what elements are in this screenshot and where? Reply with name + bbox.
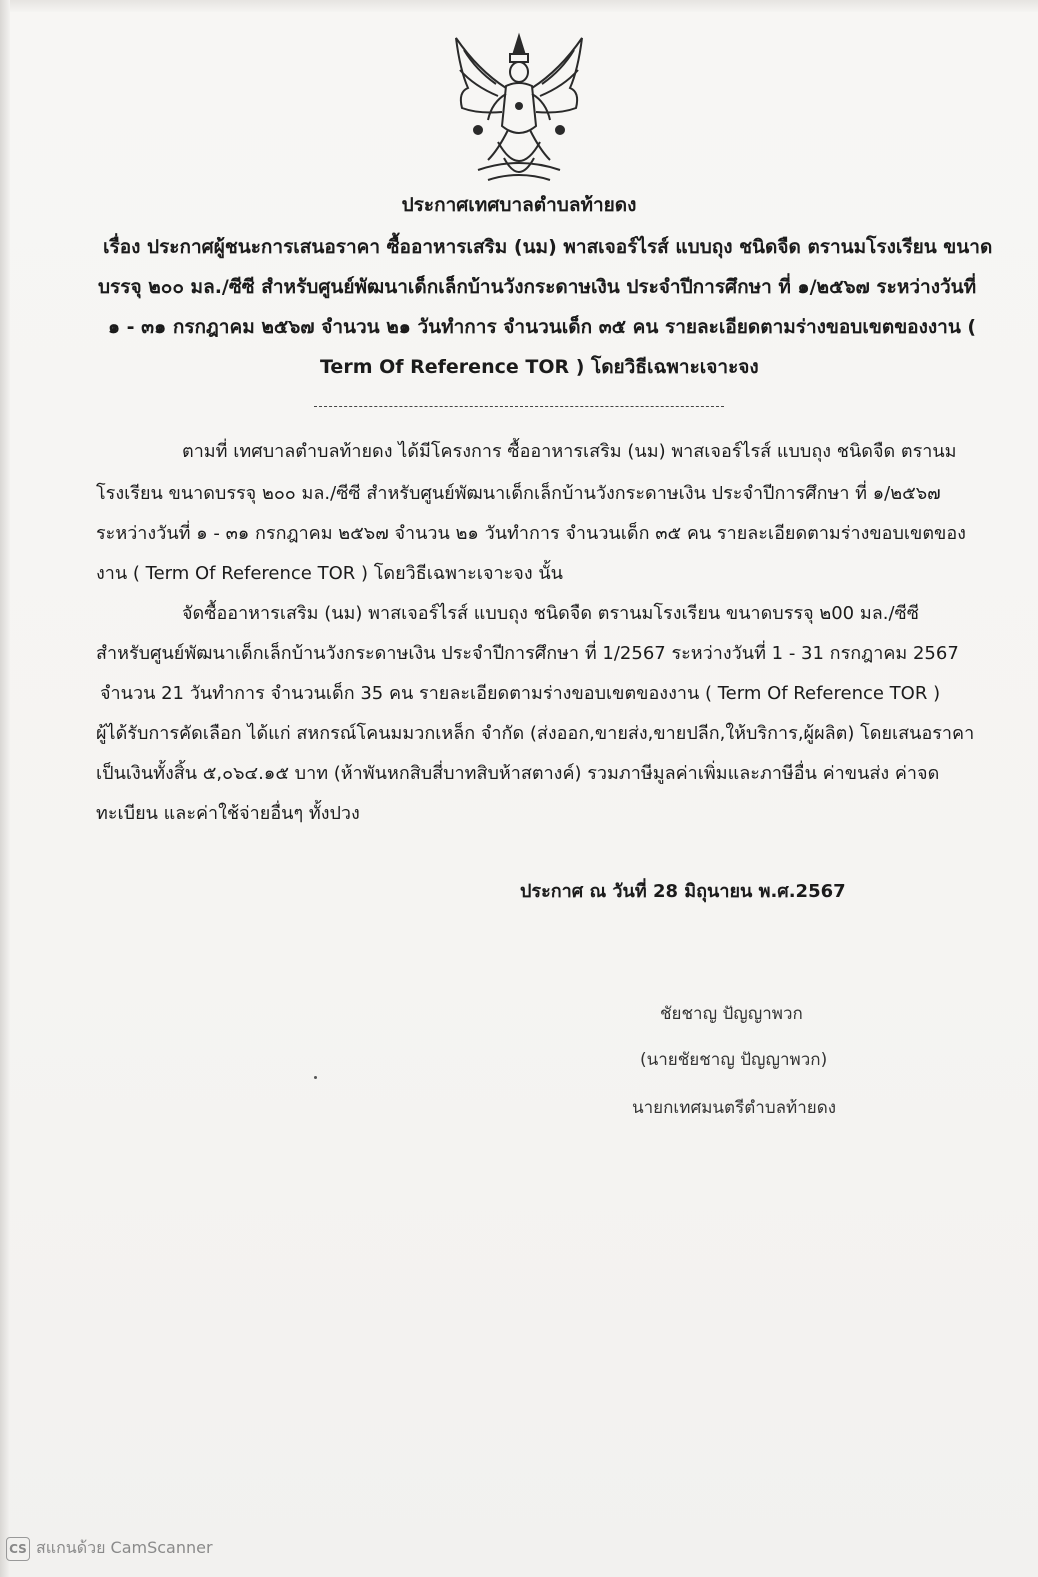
- signature-signed-name: ชัยชาญ ปัญญาพวก: [660, 1004, 803, 1024]
- separator-line: [314, 406, 724, 407]
- garuda-emblem: [448, 30, 590, 190]
- paragraph1-line-3: ระหว่างวันที่ ๑ - ๓๑ กรกฎาคม ๒๕๖๗ จำนวน ๒๑ วันทำการ จำนวนเด็ก ๓๕ คน รายละเอียดตามร่างขอบเขตของ: [96, 523, 966, 544]
- signature-printed-name: (นายชัยชาญ ปัญญาพวก): [640, 1050, 828, 1070]
- paragraph2-line-3: จำนวน 21 วันทำการ จำนวนเด็ก 35 คน รายละเอียดตามร่างขอบเขตของงาน ( Term Of Reference TOR ): [100, 683, 941, 704]
- camscanner-text: สแกนด้วย CamScanner: [36, 1538, 213, 1557]
- camscanner-logo-icon: CS: [6, 1537, 30, 1561]
- signature-position: นายกเทศมนตรีตำบลท้ายดง: [632, 1098, 837, 1118]
- paragraph2-line-5: เป็นเงินทั้งสิ้น ๕,๐๖๔.๑๕ บาท (ห้าพันหกสิบสี่บาทสิบห้าสตางค์) รวมภาษีมูลค่าเพิ่มและภาษีอื่น ค่าขนส่ง ค่าจด: [96, 763, 940, 784]
- subject-line-4: Term Of Reference TOR ) โดยวิธีเฉพาะเจาะจง: [320, 356, 759, 378]
- paragraph2-line-4: ผู้ได้รับการคัดเลือก ได้แก่ สหกรณ์โคนมมวกเหล็ก จำกัด (ส่งออก,ขายส่ง,ขายปลีก,ให้บริการ,ผู้ผลิต) โดยเสนอราคา: [96, 723, 975, 744]
- paragraph2-line-2: สำหรับศูนย์พัฒนาเด็กเล็กบ้านวังกระดาษเงิน ประจำปีการศึกษา ที่ 1/2567 ระหว่างวันที่ 1 - 31 กรกฎาคม 2567: [96, 643, 959, 664]
- announce-date: ประกาศ ณ วันที่ 28 มิถุนายน พ.ศ.2567: [520, 881, 846, 902]
- scan-edge-shadow: [0, 0, 10, 1577]
- scan-speck: [314, 1076, 317, 1079]
- paragraph1-line-1: ตามที่ เทศบาลตำบลท้ายดง ได้มีโครงการ ซื้ออาหารเสริม (นม) พาสเจอร์ไรส์ แบบถุง ชนิดจืด ตรานม: [182, 441, 957, 462]
- scan-top-shadow: [0, 0, 1038, 12]
- paragraph1-line-2: โรงเรียน ขนาดบรรจุ ๒๐๐ มล./ซีซี สำหรับศูนย์พัฒนาเด็กเล็กบ้านวังกระดาษเงิน ประจำปีการศึกษา ที่ ๑/๒๕๖๗: [96, 483, 941, 504]
- subject-line-1: เรื่อง ประกาศผู้ชนะการเสนอราคา ซื้ออาหารเสริม (นม) พาสเจอร์ไรส์ แบบถุง ชนิดจืด ตรานมโรงเรียน ขนาด: [103, 236, 993, 258]
- subject-line-3: ๑ - ๓๑ กรกฎาคม ๒๕๖๗ จำนวน ๒๑ วันทำการ จำนวนเด็ก ๓๕ คน รายละเอียดตามร่างขอบเขตของงาน (: [108, 316, 977, 338]
- paragraph1-line-4: งาน ( Term Of Reference TOR ) โดยวิธีเฉพาะเจาะจง นั้น: [96, 563, 563, 584]
- paragraph2-line-1: จัดซื้ออาหารเสริม (นม) พาสเจอร์ไรส์ แบบถุง ชนิดจืด ตรานมโรงเรียน ขนาดบรรจุ ๒00 มล./ซีซี: [182, 603, 919, 624]
- camscanner-watermark: [6, 1536, 213, 1561]
- subject-line-2: บรรจุ ๒๐๐ มล./ซีซี สำหรับศูนย์พัฒนาเด็กเล็กบ้านวังกระดาษเงิน ประจำปีการศึกษา ที่ ๑/๒๕๖๗ ระหว่างวันที่: [98, 276, 977, 298]
- paragraph2-line-6: ทะเบียน และค่าใช้จ่ายอื่นๆ ทั้งปวง: [96, 803, 360, 824]
- document-title: ประกาศเทศบาลตำบลท้ายดง: [401, 194, 637, 216]
